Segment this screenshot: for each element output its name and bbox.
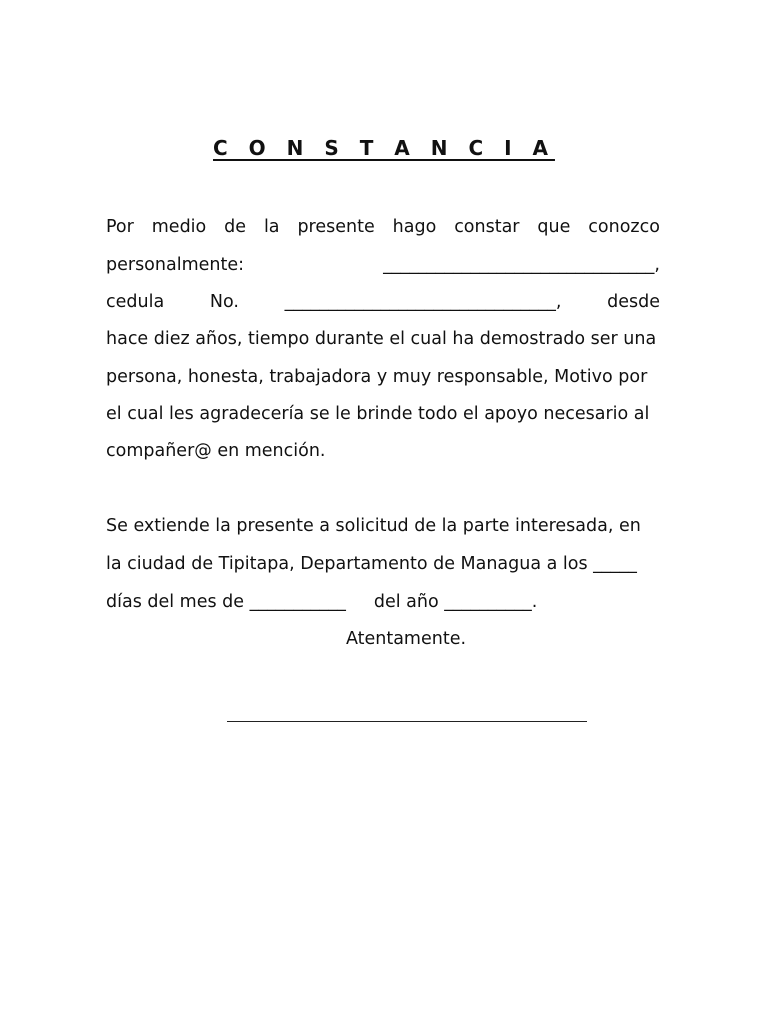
signature-line <box>227 721 587 722</box>
cedula-blank: _______________________________, <box>284 292 562 312</box>
word: la <box>263 217 280 237</box>
personalmente-label: personalmente: <box>106 255 245 275</box>
paragraph-1-line-3 <box>106 288 660 316</box>
word: hago <box>392 217 437 237</box>
cedula-label: cedula <box>106 292 165 312</box>
document-title: C O N S T A N C I A <box>213 136 555 160</box>
no-label: No. <box>209 292 239 312</box>
month-blank-text: días del mes de ___________ <box>106 592 346 612</box>
paragraph-1-line-4: hace diez años, tiempo durante el cual ha demostrado ser una <box>106 329 657 349</box>
year-blank-text: del año __________. <box>373 592 538 612</box>
word: conozco <box>588 217 660 237</box>
paragraph-1-line-7: compañer@ en mención. <box>106 441 326 461</box>
paragraph-1-line-5: persona, honesta, trabajadora y muy responsable, Motivo por <box>106 367 648 387</box>
name-blank: _______________________________, <box>383 255 660 275</box>
word: constar <box>454 217 520 237</box>
paragraph-1-line-1 <box>106 213 660 241</box>
word: que <box>537 217 571 237</box>
paragraph-2-line-3 <box>106 588 660 616</box>
paragraph-2-line-2: la ciudad de Tipitapa, Departamento de Managua a los _____ <box>106 554 637 574</box>
word: presente <box>297 217 375 237</box>
word: Por <box>106 217 134 237</box>
paragraph-1-line-6: el cual les agradecería se le brinde todo el apoyo necesario al <box>106 404 650 424</box>
word: desde <box>607 292 660 312</box>
paragraph-2-line-1: Se extiende la presente a solicitud de la parte interesada, en <box>106 516 641 536</box>
word: medio <box>151 217 207 237</box>
closing-text: Atentamente. <box>345 629 467 649</box>
paragraph-1-line-2 <box>106 251 660 279</box>
word: de <box>224 217 247 237</box>
